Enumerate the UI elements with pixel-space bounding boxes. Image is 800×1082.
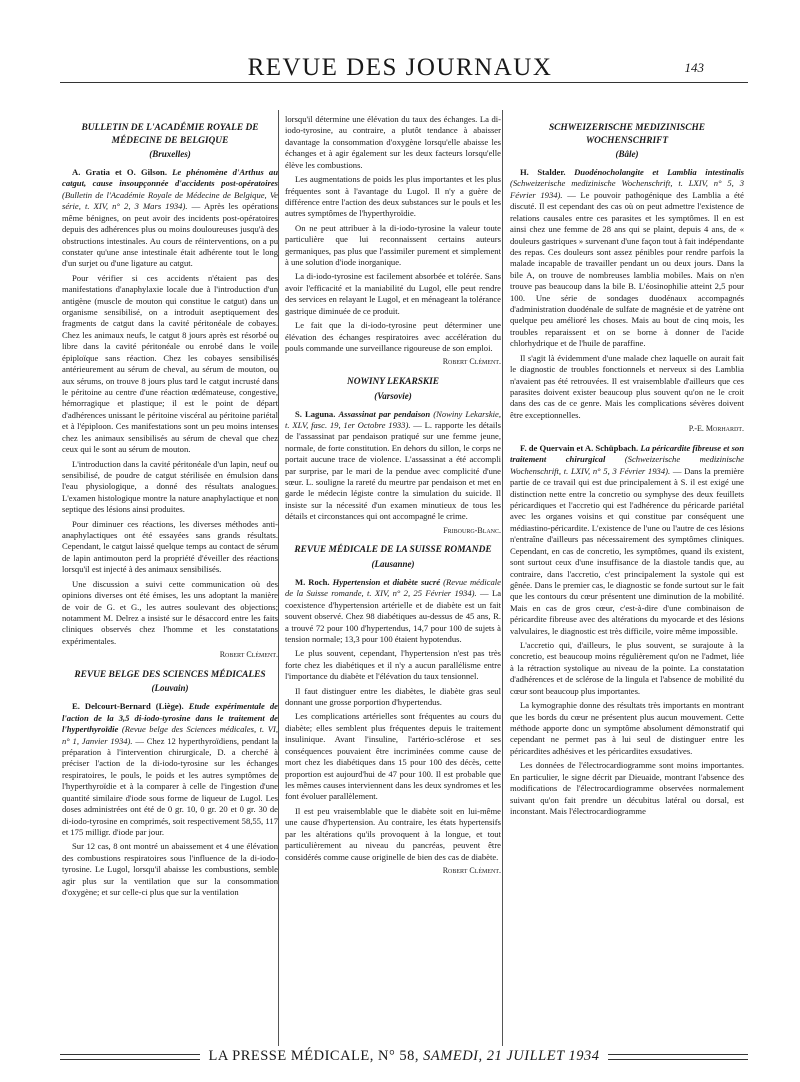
column-divider xyxy=(502,110,503,1046)
column-1 xyxy=(62,114,278,1046)
article-source: (Revue belge des Sciences médicales, t. VI, n° 1, Janvier 1934). xyxy=(62,724,278,746)
signature: Robert Clément. xyxy=(219,650,278,660)
article-text: — Le pouvoir pathogénique des Lamblia a été discuté. Il est cependant des cas où on peut admettre l'existence de relations causales entre ces parasites et les symptômes. Il en est ainsi chez une femme de 28 ans qui se plaint, depuis 4 ans, de « douleurs gastriques » survenant d'une façon tout à fait indépendante des repas. Ces douleurs sont assez pénibles pour rendre parfois la malade incapable de travailler pendant un ou deux jours. Dans la bile A, on trouve de nombreuses lamblia mobiles. Mais on n'en trouve pas beaucoup dans la bile B. L'éosinophilie atteint 2,5 pour 100. Une série de sondages duodénaux accompagnés d'administration duodénale de sulfate de magnésie et de yatrène ont quelque peu amélioré les choses. Mais au bout de cinq mois, les troubles reparaissent et on se borne à donner de l'acide chlorhydrique et de l'huile de paraffine. xyxy=(510,189,744,349)
section-heading: BULLETIN DE L'ACADÉMIE ROYALE DE MÉDECINE DE BELGIQUE xyxy=(81,123,259,146)
article-authors: H. Stalder. xyxy=(520,166,566,177)
article-title: Hypertension et diabète sucré xyxy=(332,576,441,587)
paragraph: La di-iodo-tyrosine est facilement absorbée et tolérée. Sans avoir l'efficacité et la maniabilité du Lugol, elle peut rendre des services en relayant le Lugol, et en ménageant la tolérance gastrique diminuée de ce produit. xyxy=(285,271,501,316)
section-heading: REVUE BELGE DES SCIENCES MÉDICALES xyxy=(74,669,266,680)
footer-text xyxy=(200,1048,607,1065)
article-lead xyxy=(510,167,744,350)
column-divider xyxy=(278,110,279,1046)
article-lead xyxy=(62,701,278,838)
paragraph: Pour diminuer ces réactions, les diverses méthodes anti-anaphylactiques ont été essayées sans grands résultats. Cependant, le catgut laissé quelque temps au contact de sérum de lapin antimouton perd la propriété d'éveiller des réactions lorsqu'il est injecté à des animaux sensibilisés. xyxy=(62,518,278,575)
article-source: (Revue médicale de la Suisse romande, t. XIV, n° 2, 25 Février 1934). xyxy=(285,576,501,599)
paragraph: Une discussion a suivi cette communication où des opinions diverses ont été émises, les uns adoptant la manière de voir de G. et G., les autres soulevant des objections; notamment M. Delrez a insisté sur le désaccord entre les faits cliniques observés chez l'homme et les constatations expérimentales. xyxy=(62,578,278,646)
column-3 xyxy=(510,114,744,1046)
article-text: — L. rapporte les détails de l'assassinat par pendaison pratiqué sur une femme jeune, normale, de forte constitution. En dehors du sillon, le corps ne portait aucune trace de violence. L'assassinat a été accompli par surprise, par le mari de la pendue avec complicité d'une sœur. L. souligne la rareté du meurtre par pendaison et met en garde le médecin légiste contre la simulation du suicide. Il insiste sur la nécessité d'un examen minutieux de tous les détails et circonstances qui ont accompagné le crime. xyxy=(285,419,501,522)
section-city: (Louvain) xyxy=(151,683,189,694)
section-city: (Bruxelles) xyxy=(149,149,191,159)
section-city: (Bâle) xyxy=(615,149,639,159)
page-footer xyxy=(60,1048,748,1065)
article-source: (Nowiny Lekarskie, t. XLV, fasc. 19, 1er Octobre 1933). xyxy=(285,408,501,430)
signature: Fribourg-Blanc. xyxy=(443,525,501,535)
article-authors: A. Gratia et O. Gilson. xyxy=(72,166,167,177)
article-authors: E. Delcourt-Bernard (Liège). xyxy=(72,701,184,712)
article-title: Assassinat par pendaison xyxy=(338,408,431,419)
page-header-title: REVUE DES JOURNAUX xyxy=(247,54,553,81)
article-lead xyxy=(62,167,278,270)
section-heading: SCHWEIZERISCHE MEDIZINISCHE WOCHENSCHRIFT xyxy=(548,123,706,146)
article-text: — Dans la première partie de ce travail qui est due principalement à S. il est exigé une distinction nette entre la concretio ou symphyse des deux feuillets péricardiques et l'accretio qui est l'adhérence du péricarde pariétal avec les organes voisins et qui constitue par conséquent une médiastino-péricardite. L'existence de l'une ou l'autre de ces lésions n'entraîne d'ailleurs pas nécessairement des symptômes cliniques. Cependant, en cas de concretio, les symptômes, quand ils existent, sont surtout ceux d'une insuffisance de la diastole tandis que, au contraire, dans l'accretio, c'est principalement la systole qui est gênée. Dans le premier cas, le diagnostic se fonde surtout sur le fait que les contours du cœur présentent une diminution de la mobilité. Mais en cas de gros cœur, c'est-à-dire d'une combinaison de péricardite fibreuse avec des altérations du myocarde et des lésions valvulaires, le diagnostic est très difficile, voire même impossible. xyxy=(510,465,744,636)
section-city: (Varsovie) xyxy=(374,390,412,401)
header-rule xyxy=(60,82,748,83)
column-2 xyxy=(285,114,501,1046)
footer-rule xyxy=(60,1054,200,1060)
footer-journal: LA PRESSE MÉDICALE, N° 58, xyxy=(208,1048,420,1064)
article-source: (Schweizerische medizinische Wochenschrift, t. LXIV, n° 5, 3 Février 1934). xyxy=(510,454,744,476)
article-text: — La coexistence d'hypertension artérielle et de diabète est un fait souvent observé. Chez 98 diabétiques au-dessus de 45 ans, R. a trouvé 72 pour 100 d'hypertendus, 14,7 pour 100 de sujets à tension normale; 13,3 pour 100 étaient hypotendus. xyxy=(285,588,501,644)
section-heading: NOWINY LEKARSKIE xyxy=(346,377,440,388)
paragraph: Les complications artérielles sont fréquentes au cours du diabète; elles semblent plus fréquentes depuis le traitement insulinique. Avant l'insuline, l'artério-sclérose et ses conséquences pouvaient être incriminées comme cause de mort chez les diabétiques dans 15 pour 100 des décès, cette proportion est aujourd'hui de 47 pour 100. Il est probable que les mêmes causes interviennent dans les deux syndromes et les font évoluer parallèlement. xyxy=(285,711,501,802)
page-number: 143 xyxy=(684,60,704,75)
article-title: Le phénomène d'Arthus au catgut, cause insoupçonnée d'accidents post-opératoires xyxy=(62,166,278,189)
article-authors: S. Laguna. xyxy=(295,408,336,419)
paragraph: Les augmentations de poids les plus importantes et les plus fréquentes sont à l'avantage du Lugol. Il n'y a guère de différence entre l'action des deux substances sur le pouls et les autres symptômes de l'hyperthyroïdie. xyxy=(285,174,501,219)
article-title: La péricardite fibreuse et son traitement chirurgical xyxy=(510,442,744,465)
article-title: Etude expérimentale de l'action de la 3,5 di-iodo-tyrosine dans le traitement de l'hyperthyroïdie xyxy=(62,701,278,735)
article-lead xyxy=(285,577,501,646)
section-city: (Lausanne) xyxy=(371,558,415,569)
footer-date: SAMEDI, 21 JUILLET 1934 xyxy=(423,1048,600,1064)
paragraph: Il est peu vraisemblable que le diabète soit en lui-même une cause d'hypertension. Au contraire, les états hypertensifs par les altérations qu'ils provoquent à la longue, et tout particulièrement au niveau du pancréas, peuvent être considérés comme cause originelle de bien des cas de diabète. xyxy=(285,805,501,862)
article-source: (Schweizerische medizinische Wochenschrift, t. LXIV, n° 5, 3 Février 1934). xyxy=(510,178,744,200)
article-lead xyxy=(510,443,744,637)
article-authors: F. de Quervain et A. Schüpbach. xyxy=(520,442,639,453)
paragraph: On ne peut attribuer à la di-iodo-tyrosine la valeur toute particulière que lui reconnaissent certains auteurs germaniques, pas plus que l'assimiler purement et simplement à une solution d'iode inorganique. xyxy=(285,222,501,268)
footer-rule xyxy=(608,1054,748,1060)
paragraph: L'accretio qui, d'ailleurs, le plus souvent, se surajoute à la concretio, est beaucoup moins régulièrement qu'on ne l'admet, liée à la rétraction systolique au niveau de la pointe. La constatation d'adhérences et de sclérose de la lingula et l'absence de mobilité du cœur sont beaucoup plus importantes. xyxy=(510,640,744,696)
signature: P.-E. Morhardt. xyxy=(688,424,744,434)
paragraph: Le fait que la di-iodo-tyrosine peut déterminer une élévation des échanges respiratoires avec accélération du pouls commande une surveillance rigoureuse de son emploi. xyxy=(285,320,501,354)
paragraph: lorsqu'il détermine une élévation du taux des échanges. La di-iodo-tyrosine, au contraire, a plutôt tendance à abaisser davantage la consommation d'oxygène lorsqu'elle abaisse les échanges et à agir également sur les deux facteurs lorsqu'elle élève les combustions. xyxy=(285,114,501,170)
paragraph: Le plus souvent, cependant, l'hypertension n'est pas très forte chez les diabétiques et il n'y a aucun parallélisme entre l'importance du diabète et l'élévation du taux tensionnel. xyxy=(285,648,501,682)
paragraph: Il s'agit là évidemment d'une malade chez laquelle on aurait fait le diagnostic de troubles fonctionnels et nerveux si des Lamblia n'avaient pas été retrouvées. Il est vraisemblable d'ailleurs que ces parasites doivent exister beaucoup plus souvent qu'on ne le croit dans des cas de ce genre. Mais les complications sévères doivent être exceptionnelles. xyxy=(510,352,744,420)
paragraph: Sur 12 cas, 8 ont montré un abaissement et 4 une élévation des combustions respiratoires sous l'influence de la di-iodo-tyrosine. Le Lugol, lorsqu'il abaisse les combustions, semble agir plus sur la ventilation que sur la consommation d'oxygène; et sur celle-ci plus que sur la ventilation xyxy=(62,841,278,898)
article-text: — Après les opérations même bénignes, on peut avoir des incidents post-opératoires depuis des adhérences plus ou moins douloureuses jusqu'à des obstructions intestinales. Au cours de réinterventions, on a pu constater qu'une anse intestinale était adhérente tout le long d'un surjet ou d'une ligature au catgut. xyxy=(62,201,278,269)
signature: Robert Clément. xyxy=(442,865,501,875)
paragraph: Les données de l'électrocardiogramme sont moins importantes. En particulier, le signe décrit par Dieuaide, montrant l'absence des modifications de l'électrocardiogramme observées normalement suivant qu'on fait prendre un décubitus latéral ou dorsal, est inconstant. Mais l'électrocardiogramme xyxy=(510,760,744,816)
paragraph: Il faut distinguer entre les diabètes, le diabète gras seul donnant une grosse porportion d'hypertendus. xyxy=(285,685,501,708)
article-title: Duodénocholangite et Lamblia intestinalis xyxy=(574,166,744,177)
paragraph: Pour vérifier si ces accidents n'étaient pas des manifestations d'anaphylaxie locale due à l'introduction d'un antigène (muscle de mouton qui constitue le catgut) dans un organisme sensibilisé, on a introduit aseptiquement des fragments de catgut dans la cavité péritonéale de cobayes. Chez les animaux neufs, le catgut 8 jours après est résorbé ou libre dans la cavité péritonéale ou enrobé dans le voile épiploïque sans réaction. Chez les cobayes sensibilisés antérieurement au sérum de cheval, au sérum de mouton, ou aux sérums, on trouve 8 jours plus tard le catgut incrusté dans le péritoine au centre d'une réaction œdémateuse, congestive, hémorragique et plastique; il est le point de départ d'adhérences unissant le péritoine viscéral au péritoine pariétal et à l'épiploon. Ces manifestations sont un peu moins intenses chez les animaux sensibilisés au sérum de cheval que chez ceux qui le sont au sérum de mouton. xyxy=(62,272,278,455)
article-source: (Bulletin de l'Académie Royale de Médecine de Belgique, Ve série, t. XIV, n° 2, 3 Mars 1934). xyxy=(62,189,278,212)
paragraph: La kymographie donne des résultats très importants en montrant que les bords du cœur ne présentent plus aucun mouvement. Cette méthode apporte donc un symptôme absolument démonstratif qui cependant ne permet pas à lui seul de distinguer entre les péricardites adhésives et les péricardites exsudatives. xyxy=(510,700,744,756)
paragraph: L'introduction dans la cavité péritonéale d'un lapin, neuf ou sensibilisé, de poudre de catgut stérilisée en émulsion dans l'eau physiologique, a donné des résultats analogues. L'examen histologique montre la nature anaphylactique et non septique des lésions ainsi produites. xyxy=(62,458,278,515)
article-authors: M. Roch. xyxy=(295,576,330,587)
section-heading: REVUE MÉDICALE DE LA SUISSE ROMANDE xyxy=(294,545,492,556)
article-text: — Chez 12 hyperthyroïdiens, pendant la préparation à l'intervention chirurgicale, D. a cherché à préciser l'action de la di-iodo-tyrosine sur les échanges respiratoires, le pouls, le poids et les autres symptômes de l'hyperthyroïdie et à la comparer à celle de l'ingestion d'une quantité similaire d'iode sous forme de liqueur de Lugol. Les doses administrées ont été de 0 gr. 10, 0 gr. 20 et 0 gr. 30 de di-iodo-tyrosine en comprimés, soit respectivement 58,55, 117 et 175 milligr. d'iode par jour. xyxy=(62,735,278,837)
signature: Robert Clément. xyxy=(442,357,501,367)
article-lead xyxy=(285,409,501,523)
